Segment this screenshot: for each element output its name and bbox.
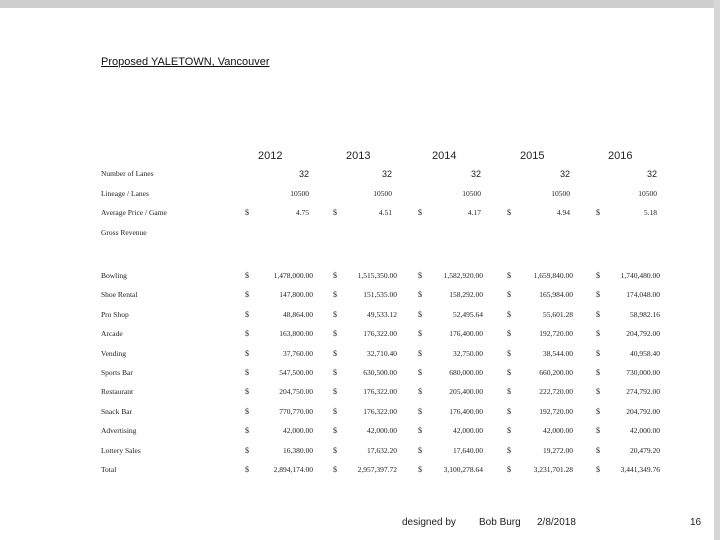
param-value: 32	[559, 169, 570, 179]
cell-value: 55,601.28	[543, 310, 573, 319]
dollar-sign: $	[507, 368, 511, 377]
dollar-sign: $	[596, 407, 600, 416]
dollar-sign: $	[507, 329, 511, 338]
cell-value: 770,770.00	[279, 407, 313, 416]
cell-value: 192,720.00	[539, 329, 573, 338]
param-value: 10500	[551, 189, 570, 198]
cell-value: 165,984.00	[539, 290, 573, 299]
param-label: Number of Lanes	[101, 169, 154, 178]
dollar-sign: $	[245, 271, 249, 280]
row-label: Total	[101, 465, 117, 474]
cell-value: 222,720.00	[539, 387, 573, 396]
year-header: 2014	[432, 150, 457, 162]
dollar-sign: $	[333, 310, 337, 319]
section-label: Gross Revenue	[101, 228, 147, 237]
cell-value: 1,582,920.00	[443, 271, 483, 280]
dollar-sign: $	[596, 446, 600, 455]
cell-value: 176,322.00	[363, 329, 397, 338]
dollar-sign: $	[333, 446, 337, 455]
right-frame-bar	[714, 0, 720, 540]
param-label: Average Price / Game	[101, 208, 167, 217]
dollar-sign: $	[245, 290, 249, 299]
param-value: 32	[470, 169, 481, 179]
param-value: 32	[298, 169, 309, 179]
dollar-sign: $	[596, 368, 600, 377]
page-title: Proposed YALETOWN, Vancouver	[101, 56, 270, 68]
cell-value: 176,322.00	[363, 387, 397, 396]
cell-value: 42,000.00	[630, 426, 660, 435]
cell-value: 1,515,350.00	[357, 271, 397, 280]
dollar-sign: $	[507, 271, 511, 280]
cell-value: 3,100,278.64	[443, 465, 483, 474]
cell-value: 1,478,000.00	[273, 271, 313, 280]
footer-date: 2/8/2018	[537, 517, 576, 528]
cell-value: 38,544.00	[543, 349, 573, 358]
cell-value: 176,400.00	[449, 329, 483, 338]
cell-value: 49,533.12	[367, 310, 397, 319]
year-header: 2012	[258, 150, 283, 162]
cell-value: 1,659,840.00	[533, 271, 573, 280]
row-label: Lottery Sales	[101, 446, 141, 455]
dollar-sign: $	[596, 465, 600, 474]
cell-value: 204,750.00	[279, 387, 313, 396]
dollar-sign: $	[596, 426, 600, 435]
cell-value: 42,000.00	[367, 426, 397, 435]
cell-value: 730,000.00	[626, 368, 660, 377]
dollar-sign: $	[245, 465, 249, 474]
dollar-sign: $	[596, 290, 600, 299]
cell-value: 17,640.00	[453, 446, 483, 455]
dollar-sign: $	[507, 465, 511, 474]
dollar-sign: $	[596, 387, 600, 396]
dollar-sign: $	[418, 208, 422, 217]
dollar-sign: $	[333, 407, 337, 416]
dollar-sign: $	[333, 329, 337, 338]
dollar-sign: $	[245, 310, 249, 319]
dollar-sign: $	[507, 446, 511, 455]
dollar-sign: $	[418, 349, 422, 358]
dollar-sign: $	[333, 426, 337, 435]
row-label: Arcade	[101, 329, 123, 338]
dollar-sign: $	[418, 329, 422, 338]
cell-value: 3,441,349.76	[620, 465, 660, 474]
cell-value: 16,380.00	[283, 446, 313, 455]
dollar-sign: $	[245, 349, 249, 358]
param-value: 10500	[290, 189, 309, 198]
cell-value: 204,792.00	[626, 329, 660, 338]
year-header: 2013	[346, 150, 371, 162]
row-label: Advertising	[101, 426, 137, 435]
param-value: 4.17	[467, 208, 481, 217]
cell-value: 1,740,480.00	[620, 271, 660, 280]
cell-value: 174,048.00	[626, 290, 660, 299]
dollar-sign: $	[507, 407, 511, 416]
dollar-sign: $	[596, 349, 600, 358]
row-label: Restaurant	[101, 387, 134, 396]
row-label: Pro Shop	[101, 310, 129, 319]
row-label: Shoe Rental	[101, 290, 138, 299]
dollar-sign: $	[245, 387, 249, 396]
dollar-sign: $	[418, 271, 422, 280]
cell-value: 48,864.00	[283, 310, 313, 319]
cell-value: 42,000.00	[543, 426, 573, 435]
cell-value: 192,720.00	[539, 407, 573, 416]
cell-value: 37,760.00	[283, 349, 313, 358]
param-value: 32	[381, 169, 392, 179]
dollar-sign: $	[596, 329, 600, 338]
dollar-sign: $	[333, 387, 337, 396]
page-number: 16	[690, 517, 702, 528]
dollar-sign: $	[245, 368, 249, 377]
dollar-sign: $	[418, 310, 422, 319]
cell-value: 680,000.00	[449, 368, 483, 377]
cell-value: 58,982.16	[630, 310, 660, 319]
dollar-sign: $	[418, 446, 422, 455]
cell-value: 158,292.00	[449, 290, 483, 299]
dollar-sign: $	[418, 407, 422, 416]
dollar-sign: $	[245, 446, 249, 455]
cell-value: 42,000.00	[453, 426, 483, 435]
dollar-sign: $	[507, 208, 511, 217]
dollar-sign: $	[507, 426, 511, 435]
dollar-sign: $	[245, 426, 249, 435]
cell-value: 3,231,701.28	[533, 465, 573, 474]
cell-value: 42,000.00	[283, 426, 313, 435]
param-value: 32	[646, 169, 657, 179]
cell-value: 205,400.00	[449, 387, 483, 396]
dollar-sign: $	[596, 208, 600, 217]
param-value: 5.18	[643, 208, 657, 217]
cell-value: 630,500.00	[363, 368, 397, 377]
param-value: 10500	[462, 189, 481, 198]
dollar-sign: $	[333, 349, 337, 358]
cell-value: 204,792.00	[626, 407, 660, 416]
cell-value: 151,535.00	[363, 290, 397, 299]
dollar-sign: $	[333, 271, 337, 280]
row-label: Bowling	[101, 271, 127, 280]
param-value: 4.94	[556, 208, 570, 217]
cell-value: 176,322.00	[363, 407, 397, 416]
year-header: 2016	[608, 150, 633, 162]
dollar-sign: $	[596, 310, 600, 319]
year-header: 2015	[520, 150, 545, 162]
footer-designed-by: designed by	[402, 517, 456, 528]
param-value: 10500	[638, 189, 657, 198]
cell-value: 19,272.00	[543, 446, 573, 455]
dollar-sign: $	[245, 208, 249, 217]
cell-value: 163,800.00	[279, 329, 313, 338]
dollar-sign: $	[507, 387, 511, 396]
cell-value: 176,400.00	[449, 407, 483, 416]
dollar-sign: $	[333, 208, 337, 217]
param-value: 10500	[373, 189, 392, 198]
dollar-sign: $	[333, 465, 337, 474]
cell-value: 274,792.00	[626, 387, 660, 396]
cell-value: 20,479.20	[630, 446, 660, 455]
dollar-sign: $	[418, 465, 422, 474]
cell-value: 32,750.00	[453, 349, 483, 358]
dollar-sign: $	[418, 368, 422, 377]
dollar-sign: $	[507, 349, 511, 358]
param-label: Lineage / Lanes	[101, 189, 149, 198]
dollar-sign: $	[507, 310, 511, 319]
cell-value: 660,200.00	[539, 368, 573, 377]
dollar-sign: $	[418, 426, 422, 435]
dollar-sign: $	[245, 407, 249, 416]
dollar-sign: $	[596, 271, 600, 280]
cell-value: 147,800.00	[279, 290, 313, 299]
cell-value: 547,500.00	[279, 368, 313, 377]
cell-value: 52,495.64	[453, 310, 483, 319]
cell-value: 32,710.40	[367, 349, 397, 358]
dollar-sign: $	[418, 387, 422, 396]
row-label: Sports Bar	[101, 368, 133, 377]
footer-author: Bob Burg	[479, 517, 521, 528]
dollar-sign: $	[507, 290, 511, 299]
top-frame-bar	[0, 0, 720, 8]
param-value: 4.75	[295, 208, 309, 217]
row-label: Vending	[101, 349, 126, 358]
dollar-sign: $	[333, 368, 337, 377]
cell-value: 2,957,397.72	[357, 465, 397, 474]
param-value: 4.51	[378, 208, 392, 217]
dollar-sign: $	[245, 329, 249, 338]
cell-value: 40,958.40	[630, 349, 660, 358]
row-label: Snack Bar	[101, 407, 133, 416]
cell-value: 2,894,174.00	[273, 465, 313, 474]
dollar-sign: $	[418, 290, 422, 299]
dollar-sign: $	[333, 290, 337, 299]
cell-value: 17,632.20	[367, 446, 397, 455]
